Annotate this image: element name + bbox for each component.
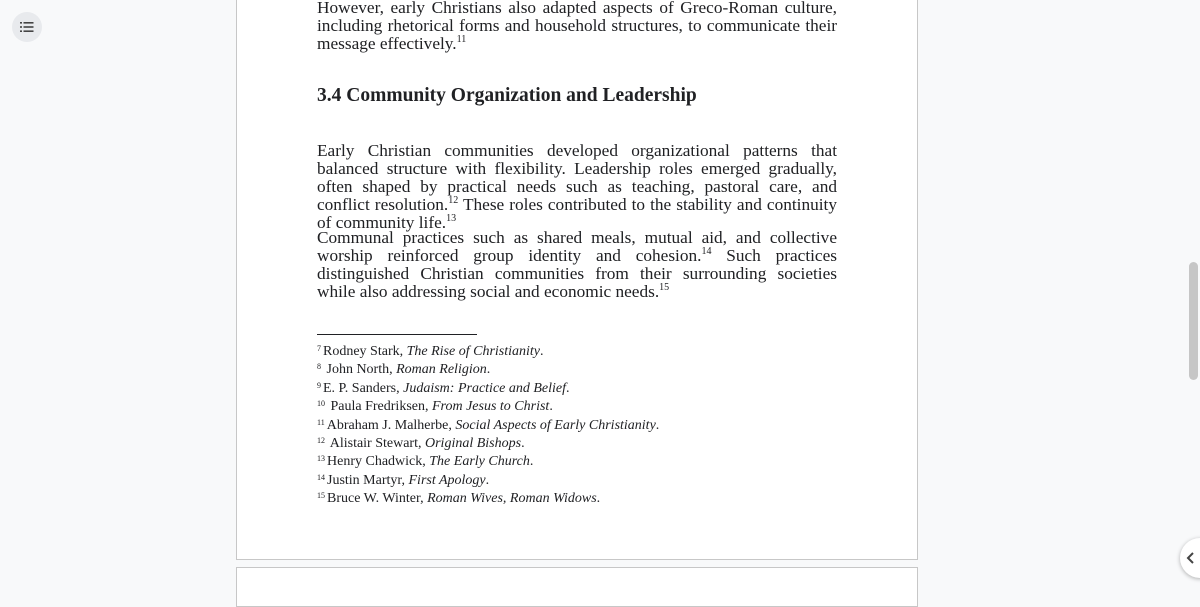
footnote-number: 12 bbox=[317, 436, 325, 446]
footnote-title: Social Aspects of Early Christianity bbox=[455, 417, 656, 433]
paragraph bbox=[317, 142, 837, 232]
footnote bbox=[317, 451, 837, 469]
footnote-ref[interactable]: 13 bbox=[446, 213, 457, 224]
footnote-author: John North, bbox=[323, 362, 397, 378]
footnote bbox=[317, 378, 837, 396]
footnote-author: E. P. Sanders, bbox=[323, 380, 404, 396]
footnote-title: First Apology bbox=[408, 472, 486, 488]
footnote-number: 15 bbox=[317, 491, 325, 501]
footnote-number: 7 bbox=[317, 344, 321, 353]
footnote-title: The Rise of Christianity bbox=[406, 344, 540, 359]
footnote-title: From Jesus to Christ bbox=[431, 399, 550, 415]
footnote-title: Roman Religion bbox=[396, 362, 487, 378]
footnote-ref[interactable]: 15 bbox=[659, 282, 670, 293]
footnote-author: Alistair Stewart, bbox=[327, 436, 425, 452]
footnote-author: Henry Chadwick, bbox=[327, 454, 430, 470]
footnote-number: 13 bbox=[317, 454, 325, 464]
chevron-left-icon bbox=[1186, 552, 1196, 564]
footnote-author: Paula Fredriksen, bbox=[327, 399, 432, 415]
footnote bbox=[317, 488, 837, 506]
footnote-end: . bbox=[521, 436, 525, 452]
footnote-ref[interactable]: 12 bbox=[448, 195, 459, 206]
paragraph-text: Communal practices such as shared meals, mutual aid, and collective worship reinforced group identity and cohesion. bbox=[317, 228, 837, 265]
scrollbar-thumb[interactable] bbox=[1189, 262, 1198, 380]
footnote bbox=[317, 470, 837, 488]
footnote-author: Abraham J. Malherbe, bbox=[326, 417, 456, 433]
footnote-end: . bbox=[540, 344, 544, 359]
paragraph-text: However, early Christians also adapted aspects of Greco-Roman culture, including rhetorical forms and household structures, to communicate their message effectively. bbox=[317, 0, 837, 53]
footnote-separator bbox=[317, 334, 477, 335]
footnote-author: Rodney Stark, bbox=[323, 344, 407, 359]
footnote-number: 8 bbox=[317, 362, 321, 372]
footnote bbox=[317, 433, 837, 451]
footnote-number: 14 bbox=[317, 472, 325, 482]
outline-toggle-button[interactable] bbox=[12, 12, 42, 42]
footnote-title: The Early Church bbox=[429, 454, 530, 470]
footnote-ref[interactable]: 11 bbox=[456, 34, 467, 45]
footnote bbox=[317, 341, 837, 359]
footnote-title: Original Bishops bbox=[425, 436, 522, 452]
paragraph-text: These roles contributed to the stability and continuity of community life. bbox=[317, 195, 837, 232]
footnote-title: Judaism: Practice and Belief bbox=[403, 380, 567, 396]
footnote bbox=[317, 359, 837, 377]
side-panel-toggle-button[interactable] bbox=[1180, 538, 1200, 578]
document-page bbox=[236, 0, 918, 560]
outline-list-icon bbox=[20, 21, 34, 33]
footnote-ref[interactable]: 14 bbox=[701, 246, 712, 257]
footnotes-list bbox=[317, 341, 837, 507]
paragraph-text: Such practices distinguished Christian communities from their surrounding societies while also addressing social and economic needs. bbox=[317, 246, 837, 301]
footnote-author: Justin Martyr, bbox=[327, 472, 409, 488]
next-document-page bbox=[236, 567, 918, 607]
footnote-end: . bbox=[655, 417, 660, 433]
footnote-end: . bbox=[596, 491, 601, 507]
footnote bbox=[317, 415, 837, 433]
footnote-title: Roman Wives, Roman Widows bbox=[427, 491, 597, 507]
footnote-number: 11 bbox=[317, 417, 325, 427]
section-heading: 3.4 Community Organization and Leadership bbox=[317, 85, 697, 106]
paragraph bbox=[317, 229, 837, 301]
footnote-end: . bbox=[549, 399, 553, 415]
footnote-author: Bruce W. Winter, bbox=[327, 491, 428, 507]
footnote bbox=[317, 396, 837, 414]
footnote-end: . bbox=[485, 472, 490, 488]
footnote-end: . bbox=[529, 454, 534, 470]
paragraph-text: Early Christian communities developed organizational patterns that balanced structure with flexibility. Leadership roles emerged gradually, often shaped by practical needs such as teaching, pastoral care, and conflict resolution. bbox=[317, 141, 837, 214]
paragraph bbox=[317, 0, 837, 53]
footnote-end: . bbox=[486, 362, 491, 378]
scrollbar[interactable] bbox=[1186, 0, 1200, 580]
footnote-number: 9 bbox=[317, 380, 321, 390]
footnote-end: . bbox=[566, 380, 570, 396]
footnote-number: 10 bbox=[317, 399, 325, 409]
